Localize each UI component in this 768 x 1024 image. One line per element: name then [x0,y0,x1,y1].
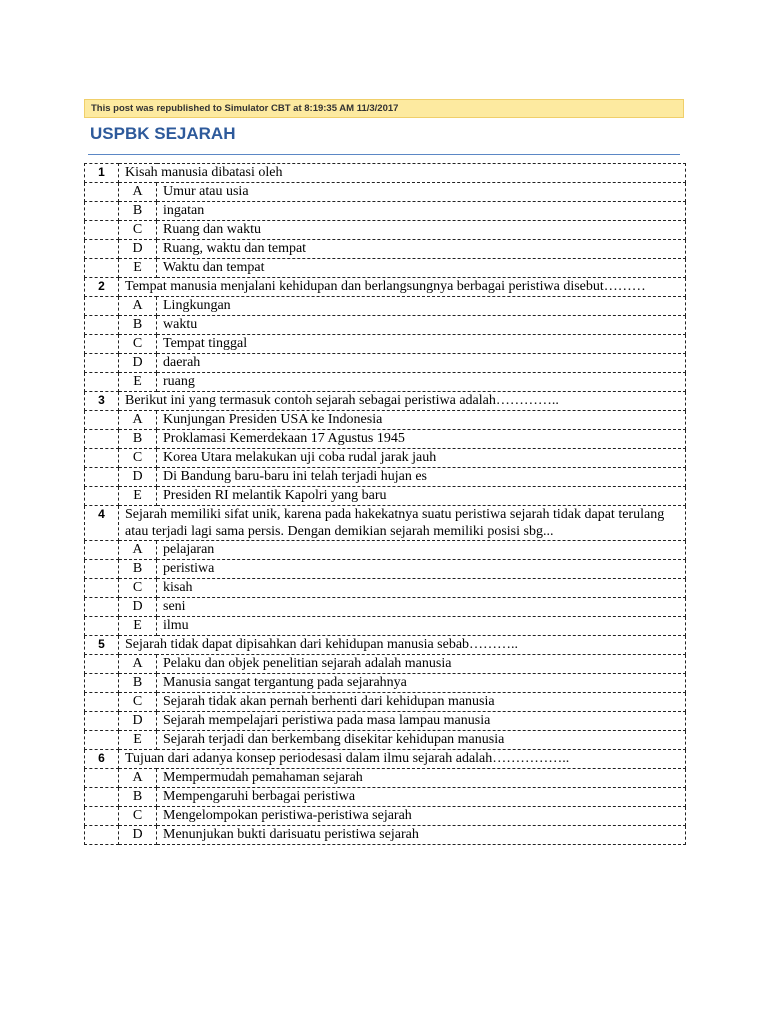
option-spacer [85,560,119,579]
option-row [85,788,686,807]
question-number: 5 [85,636,119,655]
option-row [85,373,686,392]
option-spacer [85,240,119,259]
option-row [85,712,686,731]
question-table [84,163,686,845]
option-row [85,579,686,598]
option-spacer [85,617,119,636]
option-text: pelajaran [157,541,686,560]
option-letter: D [119,712,157,731]
option-spacer [85,769,119,788]
option-text: Lingkungan [157,297,686,316]
option-row [85,807,686,826]
option-spacer [85,354,119,373]
option-row [85,411,686,430]
option-letter: D [119,826,157,845]
option-row [85,468,686,487]
option-letter: E [119,259,157,278]
title-divider [88,154,680,155]
question-row [85,636,686,655]
option-spacer [85,202,119,221]
option-text: Menunjukan bukti darisuatu peristiwa sejarah [157,826,686,845]
option-spacer [85,316,119,335]
option-row [85,826,686,845]
option-row [85,297,686,316]
option-row [85,487,686,506]
page-title: USPBK SEJARAH [90,124,236,143]
option-spacer [85,449,119,468]
option-row [85,598,686,617]
option-row [85,335,686,354]
option-spacer [85,411,119,430]
option-text: Ruang dan waktu [157,221,686,240]
question-text: Kisah manusia dibatasi oleh [119,164,686,183]
option-spacer [85,693,119,712]
option-letter: D [119,240,157,259]
option-letter: A [119,183,157,202]
option-spacer [85,712,119,731]
option-text: peristiwa [157,560,686,579]
question-number: 3 [85,392,119,411]
option-letter: B [119,560,157,579]
question-number: 1 [85,164,119,183]
option-row [85,183,686,202]
option-text: Korea Utara melakukan uji coba rudal jarak jauh [157,449,686,468]
option-spacer [85,183,119,202]
question-text: Berikut ini yang termasuk contoh sejarah sebagai peristiwa adalah………….. [119,392,686,411]
option-letter: E [119,731,157,750]
option-row [85,316,686,335]
question-number: 4 [85,506,119,541]
option-row [85,240,686,259]
option-text: Waktu dan tempat [157,259,686,278]
option-text: Tempat tinggal [157,335,686,354]
option-spacer [85,598,119,617]
option-row [85,259,686,278]
republish-banner: This post was republished to Simulator CBT at 8:19:35 AM 11/3/2017 [84,99,684,118]
option-text: Sejarah tidak akan pernah berhenti dari kehidupan manusia [157,693,686,712]
option-spacer [85,807,119,826]
option-spacer [85,430,119,449]
option-spacer [85,297,119,316]
option-text: ingatan [157,202,686,221]
option-text: Di Bandung baru-baru ini telah terjadi hujan es [157,468,686,487]
option-row [85,449,686,468]
option-letter: C [119,449,157,468]
option-text: Mengelompokan peristiwa-peristiwa sejarah [157,807,686,826]
option-text: Mempengaruhi berbagai peristiwa [157,788,686,807]
option-row [85,693,686,712]
option-text: Umur atau usia [157,183,686,202]
option-letter: E [119,373,157,392]
option-row [85,221,686,240]
question-row [85,750,686,769]
question-row [85,392,686,411]
option-letter: A [119,411,157,430]
option-row [85,769,686,788]
option-text: Proklamasi Kemerdekaan 17 Agustus 1945 [157,430,686,449]
option-row [85,674,686,693]
option-spacer [85,221,119,240]
option-letter: D [119,598,157,617]
option-letter: C [119,335,157,354]
question-number: 2 [85,278,119,297]
option-letter: B [119,788,157,807]
option-text: Ruang, waktu dan tempat [157,240,686,259]
option-row [85,655,686,674]
option-text: ruang [157,373,686,392]
option-letter: E [119,617,157,636]
option-row [85,560,686,579]
option-text: ilmu [157,617,686,636]
option-text: seni [157,598,686,617]
option-row [85,731,686,750]
option-letter: A [119,655,157,674]
option-spacer [85,487,119,506]
option-row [85,430,686,449]
option-text: Mempermudah pemahaman sejarah [157,769,686,788]
option-text: Kunjungan Presiden USA ke Indonesia [157,411,686,430]
option-letter: C [119,807,157,826]
option-spacer [85,373,119,392]
option-letter: B [119,202,157,221]
option-letter: C [119,693,157,712]
option-letter: D [119,354,157,373]
question-row [85,506,686,541]
question-text: Tujuan dari adanya konsep periodesasi dalam ilmu sejarah adalah…………….. [119,750,686,769]
option-text: Sejarah mempelajari peristiwa pada masa lampau manusia [157,712,686,731]
option-spacer [85,788,119,807]
option-letter: A [119,769,157,788]
option-spacer [85,826,119,845]
option-letter: E [119,487,157,506]
question-row [85,278,686,297]
option-text: Pelaku dan objek penelitian sejarah adalah manusia [157,655,686,674]
option-spacer [85,335,119,354]
question-number: 6 [85,750,119,769]
option-text: Sejarah terjadi dan berkembang disekitar kehidupan manusia [157,731,686,750]
option-letter: A [119,297,157,316]
option-text: Presiden RI melantik Kapolri yang baru [157,487,686,506]
option-text: waktu [157,316,686,335]
option-letter: C [119,221,157,240]
option-row [85,202,686,221]
question-text: Sejarah memiliki sifat unik, karena pada hakekatnya suatu peristiwa sejarah tidak dapat terulang atau terjadi lagi sama persis. Dengan demikian sejarah memiliki posisi sbg... [119,506,686,541]
option-spacer [85,674,119,693]
option-letter: B [119,316,157,335]
option-row [85,617,686,636]
question-text: Sejarah tidak dapat dipisahkan dari kehidupan manusia sebab……….. [119,636,686,655]
option-letter: D [119,468,157,487]
option-letter: B [119,674,157,693]
option-letter: B [119,430,157,449]
option-row [85,541,686,560]
option-text: kisah [157,579,686,598]
question-text: Tempat manusia menjalani kehidupan dan berlangsungnya berbagai peristiwa disebut……… [119,278,686,297]
question-row [85,164,686,183]
option-text: Manusia sangat tergantung pada sejarahnya [157,674,686,693]
option-spacer [85,541,119,560]
option-letter: C [119,579,157,598]
option-spacer [85,579,119,598]
option-letter: A [119,541,157,560]
option-spacer [85,731,119,750]
option-spacer [85,655,119,674]
option-row [85,354,686,373]
option-text: daerah [157,354,686,373]
option-spacer [85,259,119,278]
option-spacer [85,468,119,487]
